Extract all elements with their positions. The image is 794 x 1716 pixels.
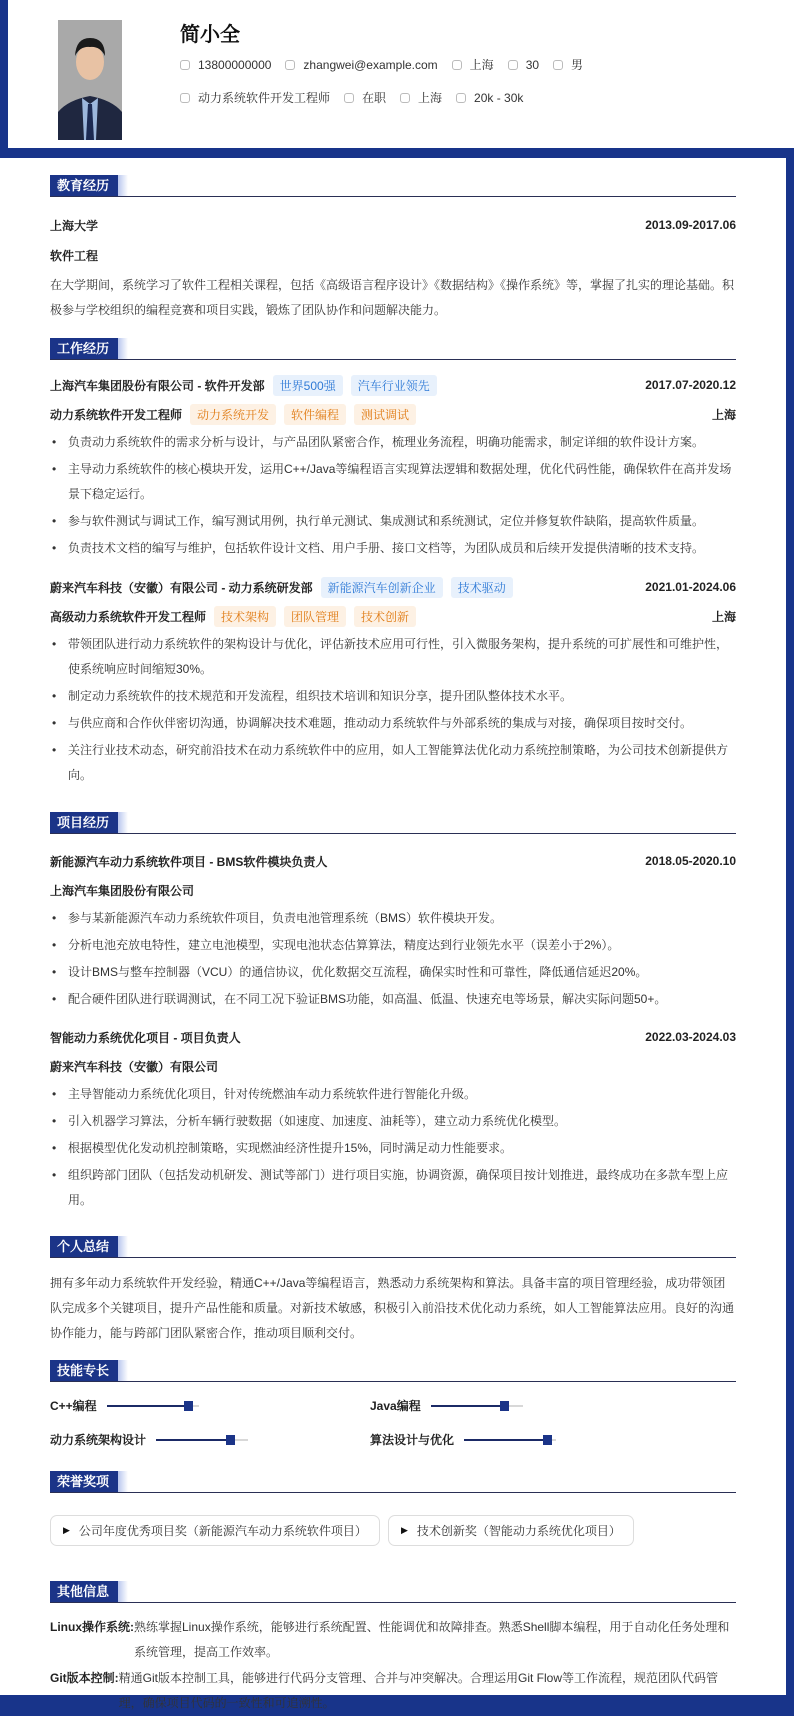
age: 30 xyxy=(525,57,540,72)
location: 上海 xyxy=(711,407,736,422)
home-icon xyxy=(452,60,462,70)
project-name: 新能源汽车动力系统软件项目 - BMS软件模块负责人 xyxy=(50,854,328,869)
section-title: 技能专长 xyxy=(50,1360,118,1381)
skill-name: 算法设计与优化 xyxy=(370,1433,455,1447)
bullet-item: • 组织跨部门团队（包括发动机研发、测试等部门）进行项目实施，协调资源，确保项目按计划推进，最终成功在多款车型上应用。 xyxy=(50,1163,736,1213)
education-row xyxy=(50,215,736,235)
major-row xyxy=(50,245,736,265)
bullet-item: • 主导智能动力系统优化项目，针对传统燃油车动力系统软件进行智能化升级。 xyxy=(50,1082,736,1107)
bullet-list xyxy=(50,430,736,563)
skill-handle xyxy=(543,1435,552,1445)
education-desc: 在大学期间，系统学习了软件工程相关课程，包括《高级语言程序设计》《数据结构》《操作系统》等，掌握了扎实的理论基础。积极参与学校组织的编程竞赛和项目实践，锻炼了团队协作和问题解决能力。 xyxy=(50,278,735,317)
role-tag: 技术架构 xyxy=(214,606,276,627)
skill-name: 动力系统架构设计 xyxy=(50,1433,147,1447)
role-tag: 技术创新 xyxy=(354,606,416,627)
skill-bar[interactable] xyxy=(107,1405,199,1407)
section-skills xyxy=(50,1360,736,1382)
bullet-item: • 参与软件测试与调试工作，编写测试用例，执行单元测试、集成测试和系统测试，定位并修复软件缺陷，提高软件质量。 xyxy=(50,509,736,534)
bullet-list xyxy=(50,906,736,1014)
bullet-item: • 设计BMS与整车控制器（VCU）的通信协议，优化数据交互流程，确保实时性和可靠性，降低通信延迟20%。 xyxy=(50,960,736,985)
triangle-right-icon: ▶ xyxy=(63,1525,70,1535)
skill-name: C++编程 xyxy=(50,1399,97,1413)
bullet-item: • 配合硬件团队进行联调测试，在不同工况下验证BMS功能，如高温、低温、快速充电等场景，解决实际问题50+。 xyxy=(50,987,736,1012)
gender-icon xyxy=(553,60,563,70)
skill-fill xyxy=(107,1405,188,1407)
location: 上海 xyxy=(711,609,736,624)
section-title: 荣誉奖项 xyxy=(50,1471,118,1492)
project-name: 智能动力系统优化项目 - 项目负责人 xyxy=(50,1030,241,1045)
bullet-item: • 负责技术文档的编写与维护，包括软件设计文档、用户手册、接口文档等，为团队成员和后续开发提供清晰的技术支持。 xyxy=(50,536,736,561)
company-tag: 新能源汽车创新企业 xyxy=(321,577,443,598)
company-tag: 技术驱动 xyxy=(451,577,513,598)
section-other xyxy=(50,1581,736,1603)
period: 2022.03-2024.03 xyxy=(645,1030,736,1044)
section-title: 项目经历 xyxy=(50,812,118,833)
contact-info xyxy=(180,56,583,73)
role-tag: 团队管理 xyxy=(284,606,346,627)
company-tag: 世界500强 xyxy=(273,375,343,396)
bullet-item: • 负责动力系统软件的需求分析与设计，与产品团队紧密合作，梳理业务流程，明确功能需求，制定详细的软件设计方案。 xyxy=(50,430,736,455)
mail-icon xyxy=(285,60,295,70)
section-title: 其他信息 xyxy=(50,1581,118,1602)
section-education xyxy=(50,175,736,197)
project-company: 蔚来汽车科技（安徽）有限公司 xyxy=(50,1059,219,1074)
bullet-list xyxy=(50,632,736,790)
gender: 男 xyxy=(571,58,584,72)
project-company-row xyxy=(50,880,736,900)
period: 2013.09-2017.06 xyxy=(645,218,736,232)
section-title: 工作经历 xyxy=(50,338,118,359)
bullet-list xyxy=(50,1082,736,1215)
award-item xyxy=(50,1515,380,1546)
skill-item xyxy=(50,1431,248,1448)
triangle-right-icon: ▶ xyxy=(401,1525,408,1535)
section-title: 个人总结 xyxy=(50,1236,118,1257)
period: 2021.01-2024.06 xyxy=(645,580,736,594)
phone: 13800000000 xyxy=(198,57,272,72)
bullet-item: • 根据模型优化发动机控制策略，实现燃油经济性提升15%，同时满足动力性能要求。 xyxy=(50,1136,736,1161)
section-summary xyxy=(50,1236,736,1258)
company: 蔚来汽车科技（安徽）有限公司 - 动力系统研发部 xyxy=(50,580,313,595)
bullet-item: • 引入机器学习算法，分析车辆行驶数据（如速度、加速度、油耗等），建立动力系统优化模型。 xyxy=(50,1109,736,1134)
company: 上海汽车集团股份有限公司 - 软件开发部 xyxy=(50,378,265,393)
section-title: 教育经历 xyxy=(50,175,118,196)
role: 动力系统软件开发工程师 xyxy=(50,407,183,422)
job: 动力系统软件开发工程师 xyxy=(198,91,331,105)
other-text: 精通Git版本控制工具，能够进行代码分支管理、合并与冲突解决。合理运用Git Flow等工作流程，规范团队代码管理，确保项目代码的一致性和可追溯性。 xyxy=(118,1671,719,1710)
project-row xyxy=(50,851,736,871)
role-tag: 动力系统开发 xyxy=(190,404,276,425)
job-intent xyxy=(180,89,523,106)
section-work xyxy=(50,338,736,360)
work-company-row xyxy=(50,375,736,395)
section-awards xyxy=(50,1471,736,1493)
award-text: 技术创新奖（智能动力系统优化项目） xyxy=(416,1524,621,1538)
bullet-item: • 主导动力系统软件的核心模块开发，运用C++/Java等编程语言实现算法逻辑和数据处理，优化代码性能，确保软件在高并发场景下稳定运行。 xyxy=(50,457,736,507)
skill-fill xyxy=(431,1405,505,1407)
skill-name: Java编程 xyxy=(370,1399,421,1413)
project-company: 上海汽车集团股份有限公司 xyxy=(50,883,195,898)
role-tag: 软件编程 xyxy=(284,404,346,425)
city: 上海 xyxy=(469,58,494,72)
bullet-item: • 分析电池充放电特性，建立电池模型，实现电池状态估算算法，精度达到行业领先水平（误差小于2%）。 xyxy=(50,933,736,958)
other-label: Git版本控制: xyxy=(50,1671,119,1685)
section-projects xyxy=(50,812,736,834)
bullet-item: • 与供应商和合作伙伴密切沟通，协调解决技术难题，推动动力系统软件与外部系统的集成与对接，确保项目按时交付。 xyxy=(50,711,736,736)
skill-handle xyxy=(226,1435,235,1445)
skill-item xyxy=(370,1397,523,1414)
other-item xyxy=(50,1666,736,1716)
status-icon xyxy=(344,93,354,103)
skill-bar[interactable] xyxy=(464,1439,556,1441)
school: 上海大学 xyxy=(50,218,99,233)
phone-icon xyxy=(180,60,190,70)
building-icon xyxy=(400,93,410,103)
period: 2018.05-2020.10 xyxy=(645,854,736,868)
role: 高级动力系统软件开发工程师 xyxy=(50,609,207,624)
major: 软件工程 xyxy=(50,248,99,263)
project-row xyxy=(50,1027,736,1047)
other-text: 熟练掌握Linux操作系统，能够进行系统配置、性能调优和故障排查。熟悉Shell脚本编程，用于自动化任务处理和系统管理，提高工作效率。 xyxy=(134,1620,730,1659)
send-icon xyxy=(180,93,190,103)
other-item xyxy=(50,1615,736,1665)
status: 在职 xyxy=(362,91,387,105)
summary-text: 拥有多年动力系统软件开发经验，精通C++/Java等编程语言，熟悉动力系统架构和算法。具备丰富的项目管理经验，成功带领团队完成多个关键项目，提升产品性能和质量。对新技术敏感，积极引入前沿技术优化动力系统，如人工智能算法应用。良好的沟通协作能力，能与跨部门团队紧密合作，推动项目顺利交付。 xyxy=(50,1276,735,1340)
skill-bar[interactable] xyxy=(156,1439,248,1441)
candidate-name: 简小全 xyxy=(180,24,240,46)
role-tag: 测试调试 xyxy=(354,404,416,425)
skill-handle xyxy=(184,1401,193,1411)
salary: 20k - 30k xyxy=(474,90,524,105)
work-company-row xyxy=(50,577,736,597)
bullet-item: • 带领团队进行动力系统软件的架构设计与优化，评估新技术应用可行性，引入微服务架构，提升系统的可扩展性和可维护性，使系统响应时间缩短30%。 xyxy=(50,632,736,682)
target-city: 上海 xyxy=(418,91,443,105)
skill-item xyxy=(370,1431,556,1448)
skill-fill xyxy=(156,1439,230,1441)
other-label: Linux操作系统: xyxy=(50,1620,134,1634)
work-role-row xyxy=(50,404,736,424)
award-text: 公司年度优秀项目奖（新能源汽车动力系统软件项目） xyxy=(78,1524,367,1538)
bullet-item: • 参与某新能源汽车动力系统软件项目，负责电池管理系统（BMS）软件模块开发。 xyxy=(50,906,736,931)
skill-bar[interactable] xyxy=(431,1405,523,1407)
award-item xyxy=(388,1515,634,1546)
email: zhangwei@example.com xyxy=(303,57,438,72)
skill-item xyxy=(50,1397,199,1414)
work-role-row xyxy=(50,606,736,626)
skill-fill xyxy=(464,1439,547,1441)
salary-icon xyxy=(456,93,466,103)
skill-handle xyxy=(500,1401,509,1411)
avatar-photo xyxy=(58,20,122,140)
project-company-row xyxy=(50,1056,736,1076)
company-tag: 汽车行业领先 xyxy=(351,375,437,396)
period: 2017.07-2020.12 xyxy=(645,378,736,392)
bullet-item: • 制定动力系统软件的技术规范和开发流程，组织技术培训和知识分享，提升团队整体技术水平。 xyxy=(50,684,736,709)
age-icon xyxy=(508,60,518,70)
bullet-item: • 关注行业技术动态，研究前沿技术在动力系统软件中的应用，如人工智能算法优化动力系统控制策略，为公司技术创新提供方向。 xyxy=(50,738,736,788)
header xyxy=(8,0,794,148)
